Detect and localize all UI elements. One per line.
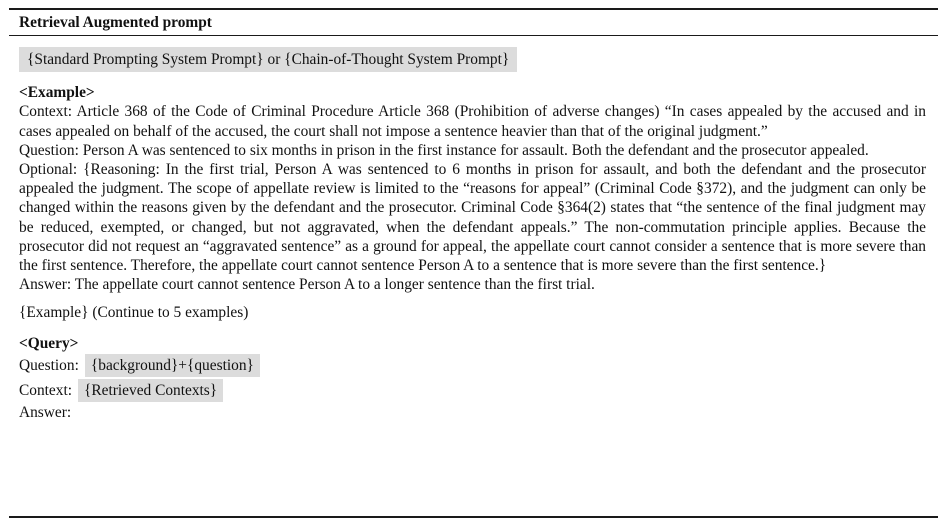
query-question-placeholder: {background}+{question} [85,354,260,377]
query-question-label: Question: [19,356,79,374]
prompt-content [9,36,938,422]
system-prompt-placeholder: {Standard Prompting System Prompt} or {Chain-of-Thought System Prompt} [19,47,517,72]
example-question: Question: Person A was sentenced to six months in prison in the first instance for assault. Both the defendant and the prosecutor appealed. [19,141,869,159]
continue-note: {Example} (Continue to 5 examples) [19,304,249,322]
example-answer: Answer: The appellate court cannot sentence Person A to a longer sentence than the first trial. [19,276,595,294]
example-context: Context: Article 368 of the Code of Criminal Procedure Article 368 (Prohibition of adverse changes) “In cases appealed by the accused and in cases appealed on behalf of the accused, the court shall not impose a sentence heavier than that of the original judgment.” [19,103,926,140]
query-context-line [19,378,926,403]
query-question-line [19,353,926,378]
query-context-label: Context: [19,381,73,399]
example-label: <Example> [19,84,95,102]
query-label: <Query> [19,334,79,352]
query-context-placeholder: {Retrieved Contexts} [78,379,223,402]
example-optional-reasoning: Optional: {Reasoning: In the first trial, Person A was sentenced to 6 months in prison for assault, and both the defendant and the prosecutor appealed the judgment. The scope of appellate review is limited to the “reasons for appeal” (Criminal Code §372), and the judgment can only be changed within the reasons given by the defendant and the prosecutor. Criminal Code §364(2) states that “the sentence of the final judgment may be reduced, exempted, or changed, but not aggravated, when the defendant appeals.” The non-commutation principle applies. Because the prosecutor did not request an “aggravated sentence” as a ground for appeal, the appellate court cannot consider a sentence that is more severe than the first sentence. Therefore, the appellate court cannot sentence Person A to a sentence that is more severe than the first sentence.} [19,161,926,275]
query-answer-label: Answer: [19,403,72,421]
prompt-title: Retrieval Augmented prompt [9,10,938,36]
prompt-template-box [9,8,938,518]
